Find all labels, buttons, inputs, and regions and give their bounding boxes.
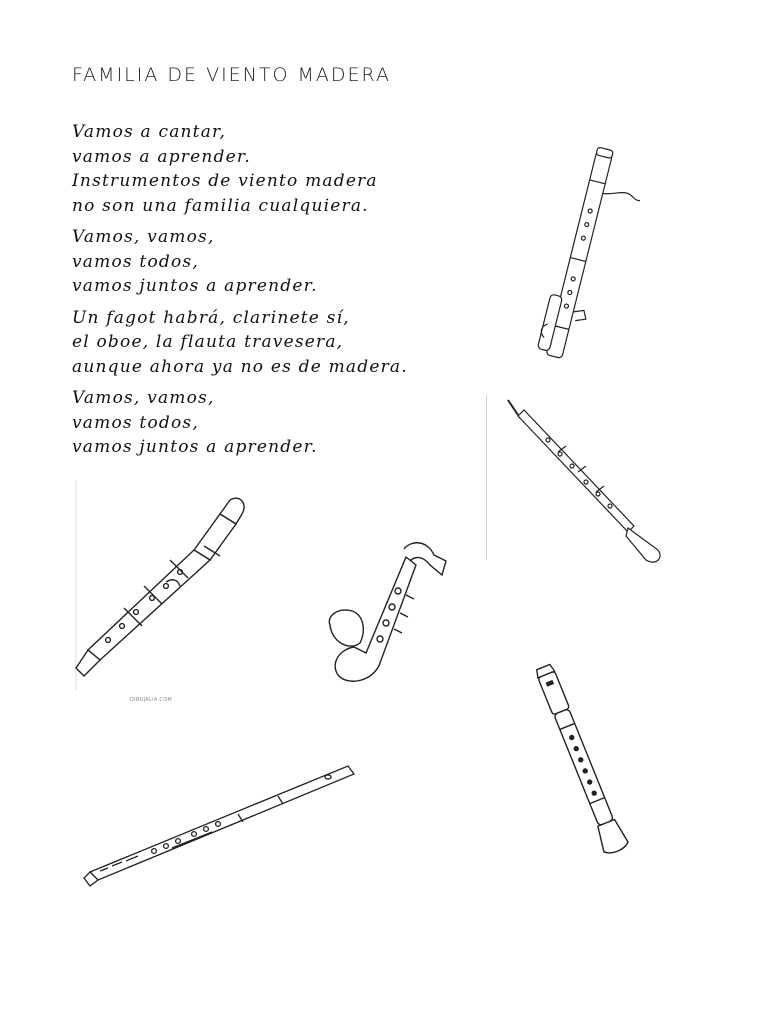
stanza-1 bbox=[72, 120, 492, 218]
divider-line bbox=[486, 395, 487, 560]
song-lyrics bbox=[72, 120, 492, 467]
lyric-line: el oboe, la flauta travesera, bbox=[72, 332, 344, 352]
lyric-line: vamos juntos a aprender. bbox=[72, 276, 318, 296]
stanza-3 bbox=[72, 306, 492, 380]
page-title: FAMILIA DE VIENTO MADERA bbox=[72, 64, 391, 86]
flute-illustration bbox=[78, 752, 368, 892]
lyric-line: aunque ahora ya no es de madera. bbox=[72, 356, 408, 377]
oboe-illustration bbox=[490, 390, 670, 570]
recorder-illustration bbox=[525, 652, 645, 862]
clarinet-illustration bbox=[70, 490, 260, 690]
stanza-2 bbox=[72, 225, 492, 299]
lyric-line: Vamos, vamos, bbox=[72, 388, 215, 408]
lyric-line: Vamos a cantar, bbox=[72, 122, 227, 142]
lyric-line: vamos juntos a aprender. bbox=[72, 437, 318, 457]
lyric-line: vamos a aprender. bbox=[72, 146, 251, 167]
lyric-line: Vamos, vamos, bbox=[72, 227, 215, 247]
image-credit: DIBUJALIA.COM bbox=[130, 697, 173, 703]
bassoon-illustration bbox=[520, 140, 640, 380]
lyric-line: Instrumentos de viento madera bbox=[72, 171, 378, 191]
saxophone-illustration bbox=[318, 535, 458, 695]
lyric-line: vamos todos, bbox=[72, 251, 199, 272]
stanza-4 bbox=[72, 386, 492, 460]
lyric-line: Un fagot habrá, clarinete sí, bbox=[72, 307, 350, 328]
lyric-line: no son una familia cualquiera. bbox=[72, 195, 369, 216]
lyric-line: vamos todos, bbox=[72, 412, 199, 433]
